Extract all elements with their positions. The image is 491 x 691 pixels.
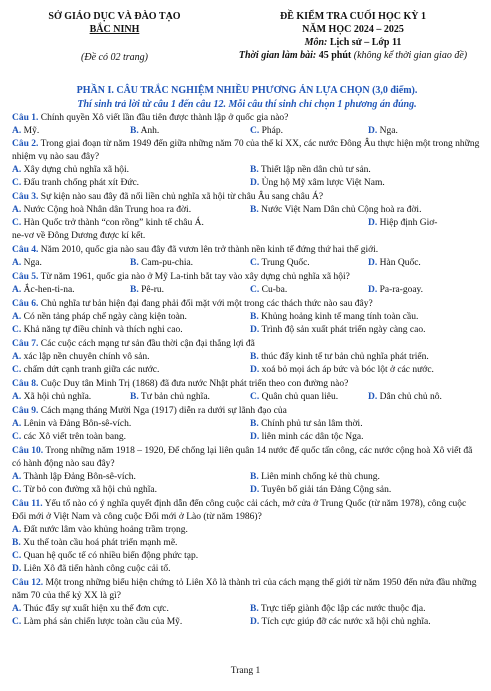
q6-option-a[interactable]: A. Có nền tảng pháp chế ngày càng kiện toàn. (12, 312, 187, 322)
question-2: Câu 2. Trong giai đoạn từ năm 1949 đến giữa những năm 70 của thế kỉ XX, các nước Đông Âu thực hiện một trong những nhiệm vụ nào sau đây? (12, 139, 480, 162)
question-3: Câu 3. Sự kiện nào sau đây đã nối liền chủ nghĩa xã hội từ châu Âu sang châu Á? (12, 192, 324, 202)
q10-option-d[interactable]: D. Tuyên bố giải tán Đảng Cộng sản. (250, 485, 392, 495)
time-note: (không kể thời gian giao đề) (351, 50, 468, 61)
q2-option-b[interactable]: B. Thiết lập nền dân chủ tư sản. (250, 165, 371, 175)
time-line (222, 49, 484, 62)
question-8: Câu 8. Cuộc Duy tân Minh Trị (1868) đã đưa nước Nhật phát triển theo con đường nào? (12, 379, 349, 389)
q7-option-d[interactable]: D. xoá bỏ mọi ách áp bức và bóc lột ở các nước. (250, 365, 434, 375)
q1-option-d[interactable]: D. Nga. (368, 126, 398, 136)
exam-title: ĐỀ KIỂM TRA CUỐI HỌC KỲ 1 (280, 11, 426, 22)
subject-label: Môn: (304, 37, 328, 48)
q9-option-c[interactable]: C. các Xô viết trên toàn bang. (12, 432, 126, 442)
question-1: Câu 1. Chính quyền Xô viết lần đầu tiên được thành lập ở quốc gia nào? (12, 113, 289, 123)
question-6: Câu 6. Chủ nghĩa tư bản hiện đại đang phải đối mặt với một trong các thách thức nào sau đây? (12, 299, 373, 309)
q12-option-d[interactable]: D. Tích cực giúp đỡ các nước xã hội chủ nghĩa. (250, 617, 431, 627)
q8-option-b[interactable]: B. Tư bản chủ nghĩa. (130, 392, 210, 402)
q6-option-d[interactable]: D. Trình độ sản xuất phát triển ngày càng cao. (250, 325, 426, 335)
q7-option-a[interactable]: A. xác lập nền chuyên chính vô sản. (12, 352, 150, 362)
q7-option-b[interactable]: B. thúc đẩy kinh tế tư bản chủ nghĩa phát triển. (250, 352, 429, 362)
department-line-2: BẮC NINH (89, 24, 140, 35)
department-line-1: SỞ GIÁO DỤC VÀ ĐÀO TẠO (48, 11, 181, 22)
q5-option-c[interactable]: C. Cu-ba. (250, 285, 288, 295)
q4-option-c[interactable]: C. Trung Quốc. (250, 258, 310, 268)
subject-line (222, 36, 484, 49)
q5-option-b[interactable]: B. Pê-ru. (130, 285, 165, 295)
question-11: Câu 11. Yếu tố nào có ý nghĩa quyết định dẫn đến công cuộc cải cách, mở cửa ở Trung Quốc (từ năm 1978), công cuộc Đổi mới ở Việt Nam và công cuộc Đổi mới ở Lào (từ năm 1986)? (12, 499, 467, 522)
q10-option-b[interactable]: B. Liên minh chống kẻ thù chung. (250, 472, 380, 482)
question-4: Câu 4. Năm 2010, quốc gia nào sau đây đã vươn lên trở thành nền kinh tế đứng thứ hai thế giới. (12, 245, 379, 255)
subject-value: Lịch sử – Lớp 11 (327, 37, 402, 48)
q12-option-a[interactable]: A. Thúc đẩy sự xuất hiện xu thế đơn cực. (12, 604, 169, 614)
question-9: Câu 9. Cách mạng tháng Mười Nga (1917) diễn ra dưới sự lãnh đạo của (12, 406, 287, 416)
q3-option-c[interactable]: C. Hàn Quốc trở thành “con rồng” kinh tế châu Á. (12, 218, 204, 228)
q3-option-a[interactable]: A. Nước Cộng hoà Nhân dân Trung hoa ra đời. (12, 205, 192, 215)
q10-option-c[interactable]: C. Từ bỏ con đường xã hội chủ nghĩa. (12, 485, 157, 495)
q3-option-d[interactable]: D. Hiệp định Giơ- (368, 218, 438, 228)
q9-option-a[interactable]: A. Lênin và Đảng Bôn-sê-vích. (12, 419, 132, 429)
q4-option-d[interactable]: D. Hàn Quốc. (368, 258, 421, 268)
q6-option-c[interactable]: C. Khả năng tự điều chỉnh và thích nghi cao. (12, 325, 183, 335)
q3-option-b[interactable]: B. Nước Việt Nam Dân chủ Cộng hoà ra đời. (250, 205, 422, 215)
q7-option-c[interactable]: C. chấm dứt cạnh tranh giữa các nước. (12, 365, 160, 375)
q11-option-c[interactable]: C. Quan hệ quốc tế có nhiều biến động phức tạp. (12, 551, 199, 561)
q12-option-b[interactable]: B. Trực tiếp giành độc lập các nước thuộc địa. (250, 604, 426, 614)
q1-option-c[interactable]: C. Pháp. (250, 126, 283, 136)
q4-option-a[interactable]: A. Nga. (12, 258, 42, 268)
q5-option-a[interactable]: A. Ắc-hen-ti-na. (12, 285, 75, 295)
q11-option-d[interactable]: D. Liên Xô đã tiến hành công cuộc cải tổ. (12, 564, 171, 574)
q3-option-d-continuation: ne-vơ về Đông Dương được kí kết. (12, 231, 146, 241)
q12-option-c[interactable]: C. Làm phá sản chiến lược toàn cầu của Mỹ. (12, 617, 183, 627)
question-12: Câu 12. Một trong những biểu hiện chứng tỏ Liên Xô là thành trì của cách mạng thế giới từ năm 1950 đến nửa đầu những năm 70 của thế kỷ XX là gì? (12, 578, 477, 601)
page-footer: Trang 1 (230, 666, 261, 676)
q10-option-a[interactable]: A. Thành lập Đảng Bôn-sê-vích. (12, 472, 136, 482)
q2-option-c[interactable]: C. Đấu tranh chống phát xít Đức. (12, 178, 140, 188)
question-10: Câu 10. Trong những năm 1918 – 1920, Để chống lại liên quân 14 nước để quốc tấn công, các nước cộng hoà Xô viết đã có hành động nào sau đây? (12, 446, 473, 469)
q8-option-d[interactable]: D. Dân chủ chủ nô. (368, 392, 442, 402)
q5-option-d[interactable]: D. Pa-ra-goay. (368, 285, 424, 295)
q9-option-b[interactable]: B. Chính phủ tư sản lâm thời. (250, 419, 363, 429)
q9-option-d[interactable]: D. liên minh các dân tộc Nga. (250, 432, 364, 442)
q6-option-b[interactable]: B. Khủng hoảng kinh tế mang tính toàn cầu. (250, 312, 419, 322)
question-7: Câu 7. Các cuộc cách mạng tư sản đầu thời cận đại thắng lợi đã (12, 339, 255, 349)
q2-option-d[interactable]: D. Ủng hộ Mỹ xâm lược Việt Nam. (250, 178, 385, 188)
question-5: Câu 5. Từ năm 1961, quốc gia nào ở Mỹ La-tinh bắt tay vào xây dựng chủ nghĩa xã hội? (12, 272, 350, 282)
page-count-note: (Đề có 02 trang) (81, 52, 148, 63)
q2-option-a[interactable]: A. Xây dựng chủ nghĩa xã hội. (12, 165, 130, 175)
q11-option-a[interactable]: A. Đất nước lâm vào khủng hoảng trầm trọng. (12, 525, 188, 535)
section-title: PHẦN I. CÂU TRẮC NGHIỆM NHIỀU PHƯƠNG ÁN LỰA CHỌN (3,0 điểm). (76, 85, 418, 96)
q8-option-c[interactable]: C. Quân chủ quan liêu. (250, 392, 339, 402)
school-year: NĂM HỌC 2024 – 2025 (302, 24, 404, 35)
q1-option-b[interactable]: B. Anh. (130, 126, 160, 136)
time-label: Thời gian làm bài: (238, 50, 317, 61)
q8-option-a[interactable]: A. Xã hội chủ nghĩa. (12, 392, 92, 402)
exam-header (0, 8, 491, 70)
time-value: 45 phút (316, 50, 352, 61)
section-instruction: Thí sinh trả lời từ câu 1 đến câu 12. Mỗi câu thí sinh chỉ chọn 1 phương án đúng. (77, 99, 417, 110)
q1-option-a[interactable]: A. Mỹ. (12, 126, 40, 136)
q4-option-b[interactable]: B. Cam-pu-chia. (130, 258, 194, 268)
q11-option-b[interactable]: B. Xu thế toàn cầu hoá phát triển mạnh mẽ. (12, 538, 178, 548)
